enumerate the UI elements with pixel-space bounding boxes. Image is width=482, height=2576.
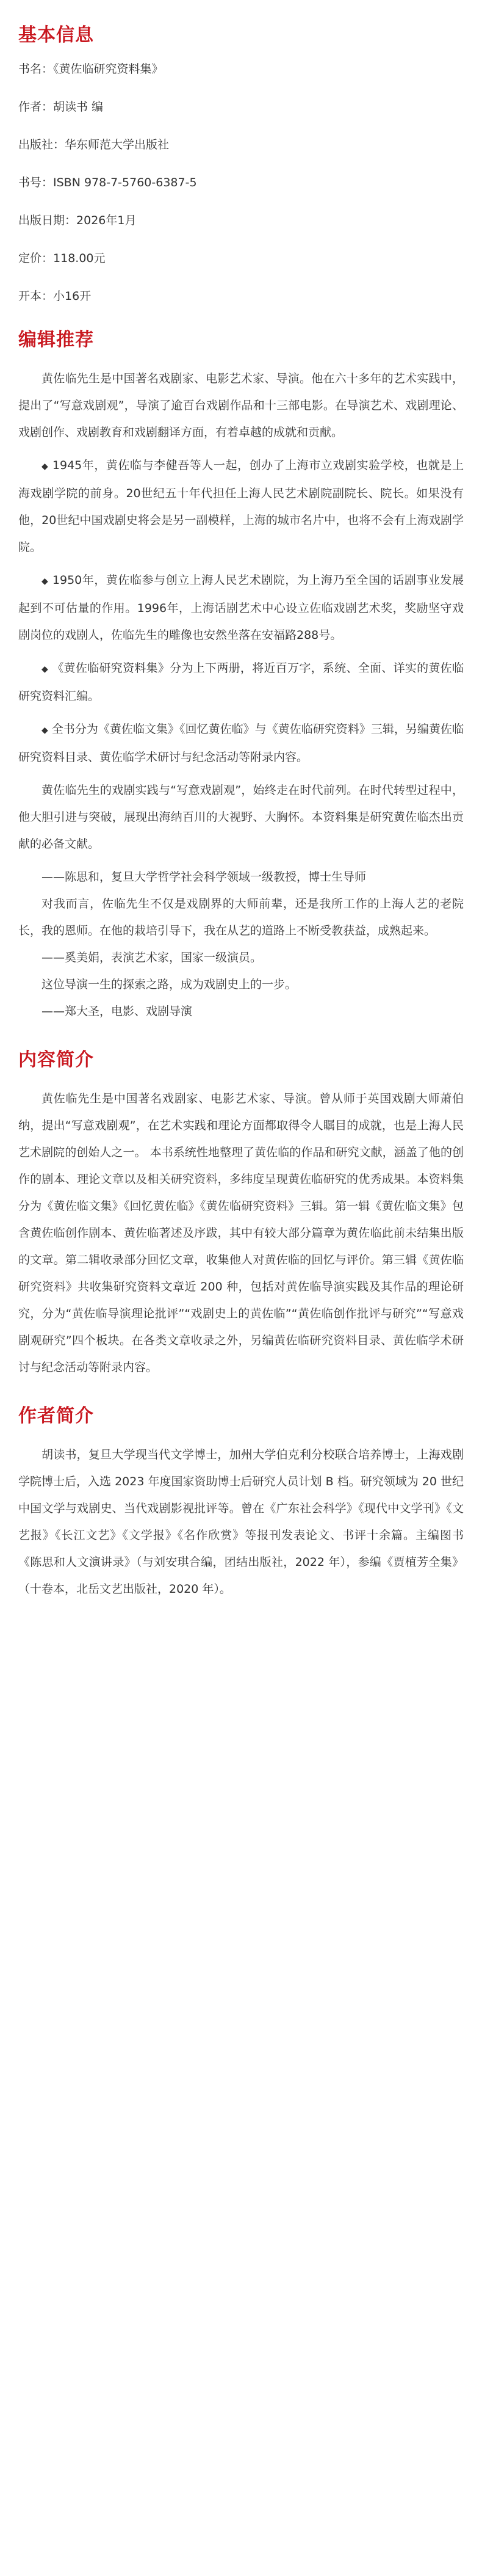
endorsement-signature: ——陈思和，复旦大学哲学社会科学领域一级教授，博士生导师	[41, 870, 367, 884]
recommend-bullet	[18, 655, 464, 710]
info-value: 小16开	[53, 289, 92, 303]
recommend-paragraph: 对我而言，佐临先生不仅是戏剧界的大师前辈，还是我所工作的上海人艺的老院长，我的恩师。在他的栽培引导下，我在从艺的道路上不断受教获益，成熟起来。	[18, 897, 464, 937]
info-row-price	[18, 250, 464, 267]
recommend-paragraph: 黄佐临先生是中国著名戏剧家、电影艺术家、导演。他在六十多年的艺术实践中，提出了“写意戏剧观”，导演了逾百台戏剧作品和十三部电影。在导演艺术、戏剧理论、戏剧创作、戏剧教育和戏剧翻译方面，有着卓越的成就和贡献。	[18, 372, 464, 439]
info-value: 《黄佐临研究资料集》	[53, 62, 164, 76]
content-intro-text: 黄佐临先生是中国著名戏剧家、电影艺术家、导演。曾从师于英国戏剧大师萧伯纳，提出“写意戏剧观”，在艺术实践和理论方面都取得令人瞩目的成就，也是上海人民艺术剧院的创始人之一。 本书系统性地整理了黄佐临的作品和研究文献，涵盖了他的创作的剧本、理论文章以及相关研究资料，多纬度呈现黄佐临研究的优秀成果。本资料集分为《黄佐临文集》《回忆黄佐临》《黄佐临研究资料》三辑。第一辑《黄佐临文集》包含黄佐临创作剧本、黄佐临著述及序跋，其中有较大部分篇章为黄佐临此前未结集出版的文章。第二辑收录部分回忆文章，收集他人对黄佐临的回忆与评价。第三辑《黄佐临研究资料》共收集研究资料文章近 200 种，包括对黄佐临导演实践及其作品的理论研究，分为“黄佐临导演理论批评”“戏剧史上的黄佐临”“黄佐临创作批评与研究”“写意戏剧观研究”四个板块。在各类文章收录之外，另编黄佐临研究资料目录、黄佐临学术研讨与纪念活动等附录内容。	[18, 1092, 464, 1374]
recommend-bullet	[18, 716, 464, 771]
recommend-bullet	[18, 452, 464, 561]
basic-info-title: 基本信息	[18, 24, 94, 46]
author-intro-section	[18, 1404, 464, 1603]
bullet-text: 1945年，黄佐临与李健吾等人一起，创办了上海市立戏剧实验学校，也就是上海戏剧学院的前身。20世纪五十年代担任上海人民艺术剧院副院长、院长。如果没有他，20世纪中国戏剧史将会是另一副模样，上海的城市名片中，也将不会有上海戏剧学院。	[18, 459, 464, 554]
recommend-section	[18, 328, 464, 1025]
diamond-bullet-icon: ◆	[41, 726, 48, 735]
recommend-paragraph: 黄佐临先生的戏剧实践与“写意戏剧观”，始终走在时代前列。在时代转型过程中，他大胆引进与突破，展现出海纳百川的大视野、大胸怀。本资料集是研究黄佐临杰出贡献的必备文献。	[18, 784, 464, 851]
recommend-title: 编辑推荐	[18, 329, 94, 351]
author-intro-title: 作者简介	[18, 1405, 94, 1427]
bullet-text: 1950年，黄佐临参与创立上海人民艺术剧院，为上海乃至全国的话剧事业发展起到不可估量的作用。1996年，上海话剧艺术中心设立佐临戏剧艺术奖，奖励坚守戏剧岗位的戏剧人，佐临先生的雕像也安然坐落在安福路288号。	[18, 573, 464, 642]
info-row-author	[18, 98, 464, 115]
info-value: ISBN 978-7-5760-6387-5	[53, 176, 197, 189]
content-intro-title: 内容简介	[18, 1049, 94, 1071]
info-label: 开本：	[18, 289, 54, 303]
endorsement-signature: ——郑大圣，电影、戏剧导演	[41, 1005, 193, 1018]
info-label: 作者：	[18, 100, 54, 114]
info-value: 118.00元	[53, 252, 106, 265]
info-value: 胡读书 编	[53, 100, 104, 114]
info-label: 书名：	[18, 62, 54, 76]
info-row-isbn	[18, 174, 464, 191]
recommend-paragraph: 这位导演一生的探索之路，成为戏剧史上的一步。	[41, 978, 297, 991]
info-row-title	[18, 60, 464, 78]
info-label: 出版日期：	[18, 214, 77, 227]
info-value: 2026年1月	[76, 214, 137, 227]
diamond-bullet-icon: ◆	[41, 577, 49, 586]
content-intro-section	[18, 1048, 464, 1381]
info-label: 定价：	[18, 252, 54, 265]
info-label: 书号：	[18, 176, 54, 189]
endorsement-signature: ——奚美娟，表演艺术家，国家一级演员。	[41, 951, 262, 964]
info-value: 华东师范大学出版社	[65, 138, 170, 151]
recommend-bullet	[18, 567, 464, 649]
info-row-format	[18, 288, 464, 305]
diamond-bullet-icon: ◆	[41, 462, 49, 471]
bullet-text: 《黄佐临研究资料集》分为上下两册，将近百万字，系统、全面、详实的黄佐临研究资料汇编。	[18, 661, 464, 703]
diamond-bullet-icon: ◆	[41, 664, 49, 674]
info-label: 出版社：	[18, 138, 65, 151]
basic-info-section	[18, 23, 464, 305]
bullet-text: 全书分为《黄佐临文集》《回忆黄佐临》与《黄佐临研究资料》三辑，另编黄佐临研究资料目录、黄佐临学术研讨与纪念活动等附录内容。	[18, 722, 464, 764]
info-row-publisher	[18, 136, 464, 153]
info-row-date	[18, 212, 464, 229]
author-intro-text: 胡读书，复旦大学现当代文学博士，加州大学伯克利分校联合培养博士，上海戏剧学院博士后，入选 2023 年度国家资助博士后研究人员计划 B 档。研究领域为 20 世纪中国文学与戏剧史、当代戏剧影视批评等。曾在《广东社会科学》《现代中文学刊》《文艺报》《长江文艺》《文学报》《名作欣赏》等报刊发表论文、书评十余篇。主编图书《陈思和人文演讲录》（与刘安琪合编，团结出版社，2022 年），参编《贾植芳全集》（十卷本，北岳文艺出版社，2020 年）。	[18, 1448, 464, 1596]
